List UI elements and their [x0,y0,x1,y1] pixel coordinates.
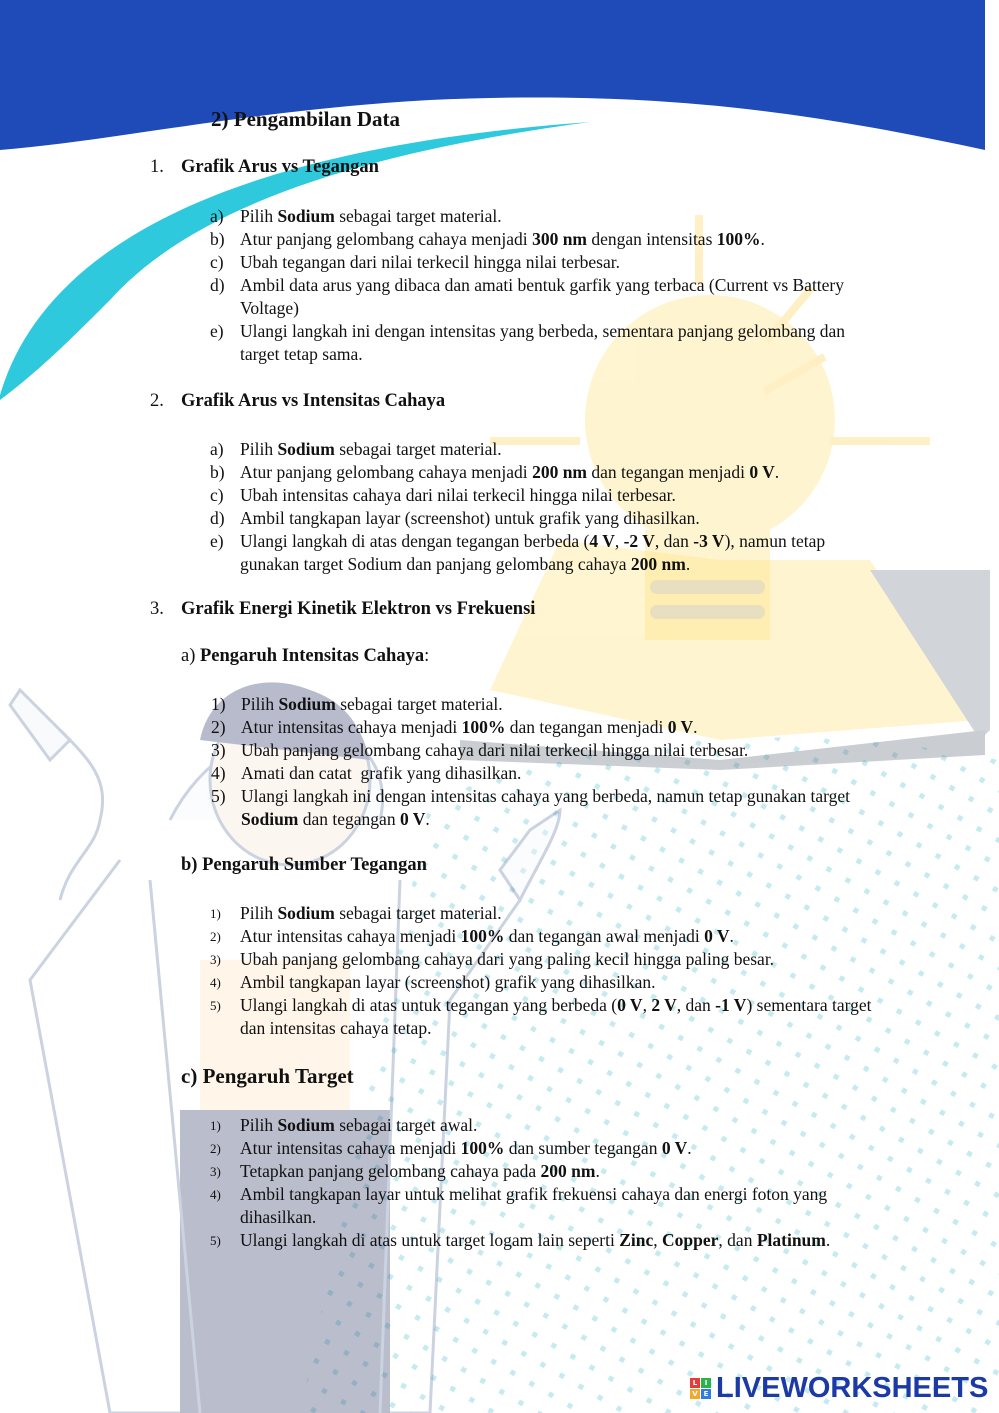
list-marker: d) [210,275,225,295]
list-item-text: Ubah tegangan dari nilai terkecil hingga nilai terbesar. [240,252,620,272]
subsection-label: Pengaruh Intensitas Cahaya [200,646,425,666]
list-item-text: Atur intensitas cahaya menjadi 100% dan tegangan menjadi 0 V. [241,717,698,737]
logo-cubes-icon [690,1378,712,1402]
list-item-text: Ambil tangkapan layar (screenshot) untuk grafik yang dihasilkan. [240,508,700,528]
list-item [210,274,872,320]
list-item-text: Pilih Sodium sebagai target material. [240,206,502,226]
subsection-a-title [181,646,429,667]
subsection-a-list [211,693,873,831]
list-item-text: Ubah intensitas cahaya dari nilai terkecil hingga nilai terbesar. [240,485,676,505]
list-item-text: Ulangi langkah ini dengan intensitas yang berbeda, sementara panjang gelombang dan target tetap sama. [240,321,846,364]
list-item-text: Ulangi langkah ini dengan intensitas cahaya yang berbeda, namun tetap gunakan target Sodium dan tegangan 0 V. [241,786,851,829]
list-item-text: Ambil tangkapan layar (screenshot) grafik yang dihasilkan. [240,972,656,992]
list-item [211,693,873,716]
list-marker: 5) [211,786,226,806]
section-3-title [150,599,535,620]
list-item [210,461,872,484]
logo-cube: V [690,1389,700,1399]
list-item-text: Ubah panjang gelombang cahaya dari yang paling kecil hingga paling besar. [240,949,775,969]
list-marker: c) [210,252,224,272]
subsection-b-list [210,902,872,1040]
list-marker: 2) [210,1141,221,1156]
list-item [210,320,872,366]
section-number: 2. [150,391,164,411]
list-item-text: Atur intensitas cahaya menjadi 100% dan sumber tegangan 0 V. [240,1138,692,1158]
list-item-text: Tetapkan panjang gelombang cahaya pada 200 nm. [240,1161,600,1181]
list-item-text: Ambil tangkapan layar untuk melihat grafik frekuensi cahaya dan energi foton yang dihasilkan. [240,1184,828,1227]
list-marker: b) [210,229,225,249]
list-item [210,1160,872,1183]
list-item [210,507,872,530]
list-marker: a) [210,206,224,226]
list-item [211,739,873,762]
list-item-text: Pilih Sodium sebagai target material. [240,439,502,459]
list-marker: 1) [211,694,226,714]
list-item-text: Ulangi langkah di atas untuk tegangan yang berbeda (0 V, 2 V, dan -1 V) sementara target dan intensitas cahaya tetap. [240,995,872,1038]
list-marker: 3) [210,952,221,967]
list-item [210,925,872,948]
section-title: Grafik Energi Kinetik Elektron vs Frekuensi [181,599,536,619]
list-marker: e) [210,321,224,341]
list-item [210,1114,872,1137]
section-title: Grafik Arus vs Tegangan [181,157,379,177]
list-marker: 3) [211,740,226,760]
list-item-text: Ulangi langkah di atas dengan tegangan berbeda (4 V, -2 V, dan -3 V), namun tetap gunakan target Sodium dan panjang gelombang cahaya 200 nm. [240,531,826,574]
list-marker: e) [210,531,224,551]
list-item-text: Ubah panjang gelombang cahaya dari nilai terkecil hingga nilai terbesar. [241,740,749,760]
list-item-text: Atur intensitas cahaya menjadi 100% dan tegangan awal menjadi 0 V. [240,926,734,946]
section-number: 1. [150,157,164,177]
list-item-text: Ulangi langkah di atas untuk target logam lain seperti Zinc, Copper, dan Platinum. [240,1230,831,1250]
list-item [210,948,872,971]
subsection-b-title: b) Pengaruh Sumber Tegangan [181,855,427,875]
section-1-title [150,157,379,178]
list-item [210,1183,872,1229]
list-item [210,228,872,251]
logo-text: LIVEWORKSHEETS [716,1372,989,1404]
list-item [210,994,872,1040]
list-item [210,530,872,576]
list-marker: c) [210,485,224,505]
list-item-text: Pilih Sodium sebagai target awal. [240,1115,478,1135]
logo-cube: I [701,1378,711,1388]
list-item [210,438,872,461]
section-2-title [150,391,445,412]
list-marker: 3) [210,1164,221,1179]
list-item [210,205,872,228]
logo-cube: E [701,1389,711,1399]
list-marker: 4) [210,975,221,990]
list-item-text: Amati dan catat grafik yang dihasilkan. [241,763,522,783]
list-marker: a) [210,439,224,459]
list-item [210,902,872,925]
section-1-list [210,205,872,366]
list-item-text: Ambil data arus yang dibaca dan amati bentuk garfik yang terbaca (Current vs Battery Voltage) [240,275,845,318]
subsection-suffix: : [424,646,430,666]
list-item [211,716,873,739]
section-number: 3. [150,599,164,619]
list-item-text: Pilih Sodium sebagai target material. [240,903,502,923]
list-marker: 1) [210,906,221,921]
section-title: Grafik Arus vs Intensitas Cahaya [181,391,446,411]
subsection-prefix: a) [181,646,200,666]
list-item-text: Pilih Sodium sebagai target material. [241,694,503,714]
list-marker: 1) [210,1118,221,1133]
list-marker: b) [210,462,225,482]
list-item [211,762,873,785]
list-item [210,1137,872,1160]
list-item [210,971,872,994]
list-marker: 2) [210,929,221,944]
list-item-text: Atur panjang gelombang cahaya menjadi 200 nm dan tegangan menjadi 0 V. [240,462,780,482]
list-marker: 4) [210,1187,221,1202]
list-item [210,1229,872,1252]
section-2-list [210,438,872,576]
list-item [211,785,873,831]
list-marker: d) [210,508,225,528]
list-marker: 4) [211,763,226,783]
liveworksheets-logo[interactable] [690,1370,990,1410]
list-item [210,251,872,274]
page-title: 2) Pengambilan Data [211,107,400,131]
list-item [210,484,872,507]
subsection-c-title: c) Pengaruh Target [181,1064,354,1088]
list-marker: 2) [211,717,226,737]
list-marker: 5) [210,1233,221,1248]
list-item-text: Atur panjang gelombang cahaya menjadi 300 nm dengan intensitas 100%. [240,229,765,249]
subsection-c-list [210,1114,872,1252]
list-marker: 5) [210,998,221,1013]
logo-cube: L [690,1378,700,1388]
